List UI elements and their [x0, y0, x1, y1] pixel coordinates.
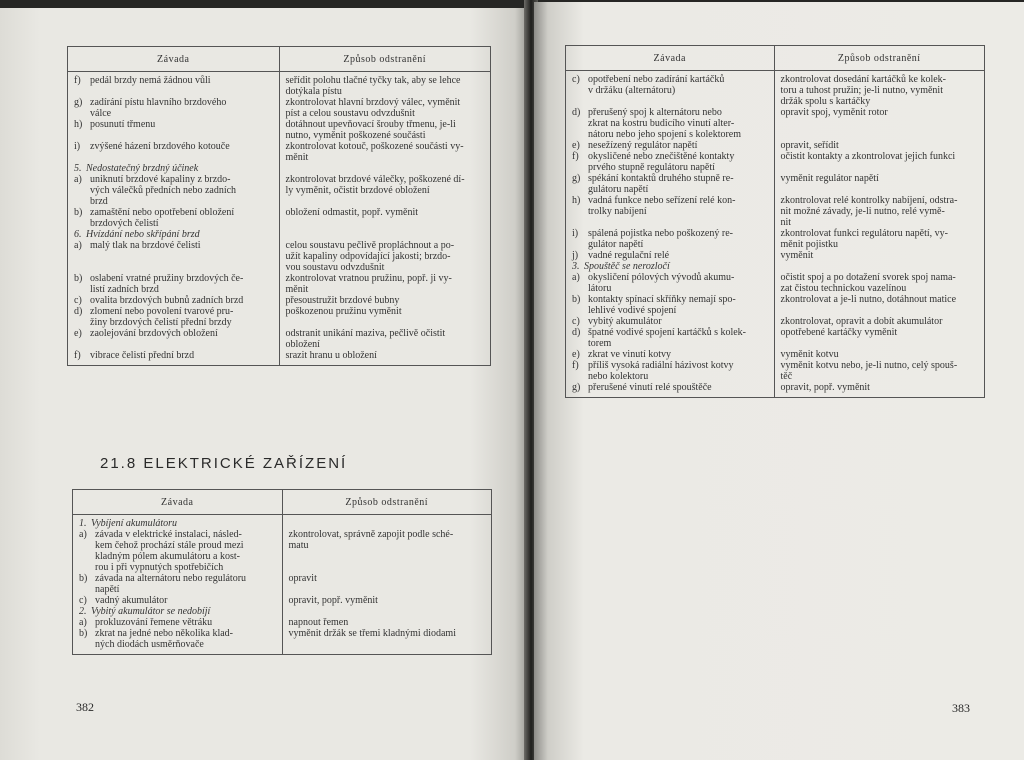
- right-page: [534, 2, 1024, 760]
- fault-text: zlomení nebo povolení tvarové pru- žiny brzdových čelistí přední brzdy: [90, 306, 234, 328]
- fault-text: přerušené vinutí relé spouštěče: [588, 382, 712, 393]
- remedy-text: seřídit polohu tlačné tyčky tak, aby se lehce dotýkala pístu: [285, 75, 461, 97]
- fault-item: [572, 360, 768, 382]
- fault-item: [79, 573, 276, 595]
- remedy-text: odstranit unikání maziva, pečlivě očistit obložení: [285, 328, 446, 350]
- fault-text: spálená pojistka nebo poškozený re- gulátor napětí: [588, 228, 733, 250]
- fault-text: prokluzování řemene větráku: [95, 617, 213, 628]
- fault-text: pedál brzdy nemá žádnou vůli: [90, 75, 211, 86]
- remedy-text: zkontrolovat brzdové válečky, poškozené dí- ly vyměnit, očistit brzdové obložení: [285, 174, 465, 196]
- item-label: h): [74, 119, 83, 130]
- item-label: d): [74, 306, 83, 317]
- fault-column-header: Závada: [566, 46, 775, 71]
- remedy-text: opravit spoj, vyměnit rotor: [780, 107, 888, 118]
- fault-text: zvýšené házení brzdového kotouče: [90, 141, 230, 152]
- item-label: f): [74, 350, 81, 361]
- remedy-text: přesoustružit brzdové bubny: [285, 295, 400, 306]
- fault-text: spékání kontaktů druhého stupně re- gulátoru napětí: [588, 173, 734, 195]
- remedy-text: [289, 518, 485, 529]
- section-row: [572, 261, 768, 272]
- item-label: b): [74, 273, 83, 284]
- item-label: b): [79, 573, 88, 584]
- item-label: g): [572, 382, 581, 393]
- item-label: d): [572, 107, 581, 118]
- fault-item: [74, 174, 273, 207]
- fault-item: [572, 195, 768, 228]
- remedy-text: opotřebené kartáčky vyměnit: [780, 327, 898, 338]
- fault-text: zkrat na jedné nebo několika klad- ných diodách usměrňovače: [95, 628, 233, 650]
- remedy-text: [286, 229, 484, 240]
- electrical-fault-table-continued: [565, 45, 985, 398]
- remedy-text: zkontrolovat, opravit a dobít akumulátor: [780, 316, 943, 327]
- page-number: 382: [76, 700, 94, 714]
- item-label: a): [79, 529, 87, 540]
- item-label: e): [572, 140, 580, 151]
- fault-column-header: Závada: [73, 490, 283, 515]
- fault-item: [572, 294, 768, 316]
- item-label: a): [74, 174, 82, 185]
- item-label: b): [79, 628, 88, 639]
- fault-text: okysličení pólových vývodů akumu- látoru: [588, 272, 735, 294]
- item-label: b): [74, 207, 83, 218]
- remedy-text: zkontrolovat, správně zapojit podle sché- matu: [288, 529, 454, 551]
- remedy-text: zkontrolovat kotouč, poškozené součásti vy- měnit: [285, 141, 464, 163]
- fault-text: posunutí třmenu: [90, 119, 156, 130]
- remedy-column: [775, 71, 984, 397]
- remedy-text: očistit spoj a po dotažení svorek spoj nama- zat čistou technickou vazelínou: [780, 272, 956, 294]
- remedy-text: opravit, seřídit: [780, 140, 839, 151]
- section-row: [79, 606, 276, 617]
- item-label: f): [572, 360, 579, 371]
- fault-text: zaolejování brzdových obložení: [90, 328, 218, 339]
- remedy-text: poškozenou pružinu vyměnit: [285, 306, 402, 317]
- fault-text: oslabení vratné pružiny brzdových če- listí zadních brzd: [90, 273, 244, 295]
- fault-item: [572, 151, 768, 173]
- item-label: d): [572, 327, 581, 338]
- remedy-text: srazit hranu u obložení: [285, 350, 377, 361]
- fault-column: [73, 515, 282, 654]
- fault-item: [74, 75, 273, 97]
- remedy-text: zkontrolovat funkci regulátoru napětí, vy- měnit pojistku: [780, 228, 948, 250]
- fault-item: [572, 228, 768, 250]
- fault-text: nesežízený regulátor napětí: [588, 140, 698, 151]
- remedy-text: zkontrolovat hlavní brzdový válec, vyměnit píst a celou soustavu odvzdušnit: [285, 97, 461, 119]
- remedy-text: celou soustavu pečlivě propláchnout a po- užít kapaliny odpovídající jakosti; brzdo- vou soustavu odvzdušnit: [285, 240, 455, 273]
- item-label: 2.: [79, 606, 87, 617]
- fault-text: malý tlak na brzdové čelisti: [90, 240, 201, 251]
- fault-item: [572, 74, 768, 107]
- fault-text: vadný akumulátor: [95, 595, 168, 606]
- remedy-text: opravit, popř. vyměnit: [780, 382, 870, 393]
- remedy-text: napnout řemen: [288, 617, 349, 628]
- fault-item: [74, 350, 273, 361]
- remedy-text: obložení odmastit, popř. vyměnit: [285, 207, 418, 218]
- remedy-text: dotáhnout upevňovací šrouby třmenu, je-li nutno, vyměnit poškozené součásti: [285, 119, 456, 141]
- section-title: Vybíjení akumulátoru: [91, 518, 178, 529]
- remedy-text: vyměnit kotvu nebo, je-li nutno, celý spouš- těč: [780, 360, 958, 382]
- fault-text: ovalita brzdových bubnů zadních brzd: [90, 295, 244, 306]
- section-row: [74, 229, 273, 240]
- fault-text: uniknutí brzdové kapaliny z brzdo- vých válečků předních nebo zadních brzd: [90, 174, 237, 207]
- item-label: h): [572, 195, 581, 206]
- fault-item: [74, 119, 273, 141]
- fault-text: přerušený spoj k alternátoru nebo zkrat na kostru budicího vinutí alter- nátoru nebo jeho spojení s kolektorem: [588, 107, 742, 140]
- brake-fault-table: [67, 46, 491, 366]
- fault-item: [74, 97, 273, 119]
- fault-text: vybitý akumulátor: [588, 316, 662, 327]
- item-label: f): [572, 151, 579, 162]
- page-number: 383: [952, 701, 970, 715]
- fault-text: špatné vodivé spojení kartáčků s kolek- torem: [588, 327, 747, 349]
- fault-item: [572, 272, 768, 294]
- remedy-text: vyměnit: [780, 250, 814, 261]
- fault-item: [74, 207, 273, 229]
- fault-item: [79, 628, 276, 650]
- fault-item: [572, 327, 768, 349]
- remedy-text: [286, 163, 484, 174]
- remedy-text: zkontrolovat relé kontrolky nabíjení, odstra- nit možné závady, je-li nutno, relé vymě- nit: [780, 195, 958, 228]
- fault-item: [572, 140, 768, 151]
- remedy-text: vyměnit držák se třemi kladnými diodami: [288, 628, 456, 639]
- section-row: [79, 518, 276, 529]
- section-heading: 21.8 ELEKTRICKÉ ZAŘÍZENÍ: [100, 455, 348, 472]
- item-label: 5.: [74, 163, 82, 174]
- fault-text: vibrace čelistí přední brzd: [90, 350, 195, 361]
- fault-item: [74, 240, 273, 273]
- item-label: a): [74, 240, 82, 251]
- fault-item: [572, 173, 768, 195]
- remedy-text: opravit, popř. vyměnit: [288, 595, 378, 606]
- fault-text: zadírání pístu hlavního brzdového válce: [90, 97, 227, 119]
- item-label: g): [74, 97, 83, 108]
- fault-text: zamaštění nebo opotřebení obložení brzdových čelistí: [90, 207, 235, 229]
- fault-item: [74, 295, 273, 306]
- remedy-text: zkontrolovat a je-li nutno, dotáhnout matice: [780, 294, 957, 305]
- fault-item: [79, 595, 276, 606]
- fault-text: kontakty spínací skříňky nemají spo- lehlivé vodivé spojení: [588, 294, 736, 316]
- fault-item: [74, 141, 273, 163]
- item-label: g): [572, 173, 581, 184]
- item-label: c): [79, 595, 87, 606]
- remedy-text: zkontrolovat dosedání kartáčků ke kolek- toru a tuhost pružin; je-li nutno, vyměnit držák spolu s kartáčky: [780, 74, 947, 107]
- fault-text: vadná funkce nebo seřízení relé kon- trolky nabíjení: [588, 195, 736, 217]
- section-title: Vybitý akumulátor se nedobíjí: [91, 606, 211, 617]
- fault-item: [572, 316, 768, 327]
- remedy-text: opravit: [288, 573, 317, 584]
- fault-text: příliš vysoká radiální házivost kotvy nebo kolektoru: [588, 360, 734, 382]
- item-label: a): [79, 617, 87, 628]
- item-label: c): [74, 295, 82, 306]
- remedy-text: vyměnit regulátor napětí: [780, 173, 879, 184]
- electrical-fault-table: [72, 489, 492, 655]
- fault-item: [79, 529, 276, 573]
- fault-item: [572, 382, 768, 393]
- fault-column: [566, 71, 774, 397]
- fault-item: [572, 250, 768, 261]
- section-title: Hvízdání nebo skřípání brzd: [86, 229, 200, 240]
- item-label: i): [572, 228, 579, 239]
- fault-item: [79, 617, 276, 628]
- item-label: f): [74, 75, 81, 86]
- section-title: Spouštěč se nerozločí: [584, 261, 670, 272]
- fault-item: [572, 349, 768, 360]
- fault-text: zkrat ve vinutí kotvy: [588, 349, 672, 360]
- item-label: 1.: [79, 518, 87, 529]
- remedy-column-header: Způsob odstranění: [282, 490, 491, 515]
- item-label: 6.: [74, 229, 82, 240]
- item-label: 3.: [572, 261, 580, 272]
- item-label: i): [74, 141, 81, 152]
- fault-item: [74, 306, 273, 328]
- item-label: a): [572, 272, 580, 283]
- fault-text: opotřebení nebo zadírání kartáčků v držáku (alternátoru): [588, 74, 725, 96]
- fault-column-header: Závada: [68, 47, 280, 72]
- item-label: j): [572, 250, 579, 261]
- fault-text: závada v elektrické instalaci, násled- kem čehož prochází stále proud mezi kladným pólem akumulátoru a kost- rou i při vypnutých spotřebičích: [95, 529, 244, 573]
- remedy-column: [280, 72, 490, 365]
- fault-text: závada na alternátoru nebo regulátoru napětí: [95, 573, 247, 595]
- remedy-text: vyměnit kotvu: [780, 349, 839, 360]
- fault-item: [74, 273, 273, 295]
- remedy-column-header: Způsob odstranění: [279, 47, 490, 72]
- section-row: [74, 163, 273, 174]
- remedy-text: očistit kontakty a zkontrolovat jejich funkci: [780, 151, 956, 162]
- left-page: [0, 8, 528, 760]
- remedy-column: [283, 515, 491, 654]
- remedy-column-header: Způsob odstranění: [774, 46, 984, 71]
- remedy-text: zkontrolovat vratnou pružinu, popř. ji vy- měnit: [285, 273, 452, 295]
- item-label: e): [572, 349, 580, 360]
- section-title: Nedostatečný brzdný účinek: [86, 163, 199, 174]
- item-label: b): [572, 294, 581, 305]
- fault-text: okysličené nebo znečištěné kontakty prvého stupně regulátoru napětí: [588, 151, 735, 173]
- fault-item: [572, 107, 768, 140]
- item-label: e): [74, 328, 82, 339]
- fault-item: [74, 328, 273, 350]
- fault-text: vadné regulační relé: [588, 250, 670, 261]
- item-label: c): [572, 74, 580, 85]
- fault-column: [68, 72, 279, 365]
- remedy-text: [781, 261, 978, 272]
- item-label: c): [572, 316, 580, 327]
- remedy-text: [289, 606, 485, 617]
